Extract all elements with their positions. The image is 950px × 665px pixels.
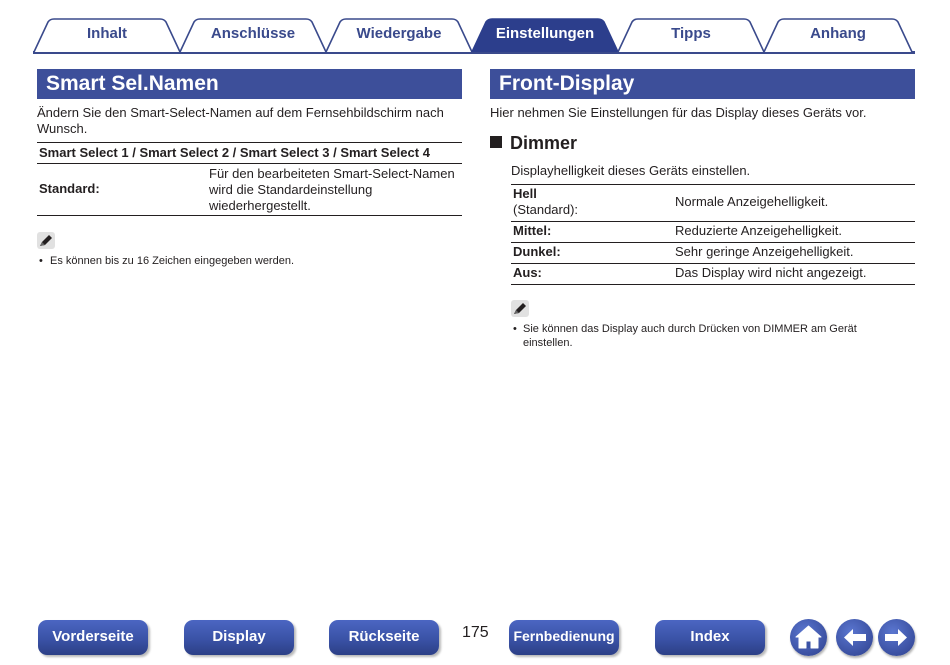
row-value-line: wird die Standardeinstellung [209,182,373,197]
subsection-intro: Displayhelligkeit dieses Geräts einstellen. [511,163,751,178]
row-value-line: wiederhergestellt. [209,198,311,213]
intro-line: Ändern Sie den Smart-Select-Namen auf dem Fernsehbildschirm nach [37,105,444,120]
table-rule [511,263,915,264]
nav-button-fernbedienung[interactable]: Fernbedienung [509,620,619,655]
row-value: Sehr geringe Anzeigehelligkeit. [675,244,854,259]
table-rule [511,184,915,185]
tab-label: Wiedergabe [356,25,442,42]
note-bullet [513,322,913,350]
note-bullet [39,254,459,268]
subsection-title-dimmer: Dimmer [510,133,578,153]
page-number: 175 [462,624,489,641]
note-line: einstellen. [523,337,573,349]
row-sublabel: (Standard): [513,202,579,217]
home-button[interactable] [790,619,827,656]
tab-einstellungen[interactable] [471,18,619,51]
row-value-line: Für den bearbeiteten Smart-Select-Namen [209,166,455,181]
bullet-dot: • [513,323,517,335]
tab-anhang[interactable] [763,18,913,51]
nav-button-index[interactable]: Index [655,620,765,655]
note-line: Sie können das Display auch durch Drücken von DIMMER am Gerät [523,323,857,335]
table-rule [511,242,915,243]
arrow-right-icon [878,619,915,656]
tab-tipps[interactable] [617,18,765,51]
tab-label: Anschlüsse [210,25,296,42]
table-rule [37,142,462,143]
tab-bar [33,16,915,54]
nav-button-rueckseite[interactable]: Rückseite [329,620,439,655]
row-value: Das Display wird nicht angezeigt. [675,265,867,280]
tab-wiedergabe[interactable] [325,18,473,51]
note-text [523,322,913,350]
tab-label: Tipps [671,25,711,42]
section-intro [37,105,467,137]
table-rule [511,284,915,285]
table-rule [511,221,915,222]
table-rule [37,163,462,164]
row-label: Hell [513,186,537,201]
section-intro: Hier nehmen Sie Einstellungen für das Display dieses Geräts vor. [490,105,867,120]
tab-label: Einstellungen [495,25,595,42]
tab-label: Anhang [810,25,866,42]
arrow-left-icon [836,619,873,656]
row-label-dunkel: Dunkel: [513,244,561,259]
back-button[interactable] [836,619,873,656]
tab-label: Inhalt [87,25,127,42]
row-value: Normale Anzeigehelligkeit. [675,194,829,209]
section-title-smart-sel-namen: Smart Sel.Namen [37,69,462,99]
square-bullet-icon [490,136,502,148]
row-label-aus: Aus: [513,265,542,280]
row-value: Reduzierte Anzeigehelligkeit. [675,223,842,238]
row-label-hell [513,186,578,218]
section-title-front-display: Front-Display [490,69,915,99]
forward-button[interactable] [878,619,915,656]
nav-button-vorderseite[interactable]: Vorderseite [38,620,148,655]
nav-button-display[interactable]: Display [184,620,294,655]
bullet-dot: • [39,255,43,267]
table-rule [37,215,462,216]
row-value [209,166,455,214]
note-text: Es können bis zu 16 Zeichen eingegeben werden. [50,255,295,267]
row-label-mittel: Mittel: [513,223,552,238]
note-pencil-icon [37,232,55,249]
tab-inhalt[interactable] [33,18,181,51]
table-header: Smart Select 1 / Smart Select 2 / Smart Select 3 / Smart Select 4 [39,145,430,160]
home-icon [790,619,827,656]
note-pencil-icon [511,300,529,317]
row-label-standard: Standard: [39,181,100,196]
intro-line: Wunsch. [37,121,88,136]
tab-anschluesse[interactable] [179,18,327,51]
